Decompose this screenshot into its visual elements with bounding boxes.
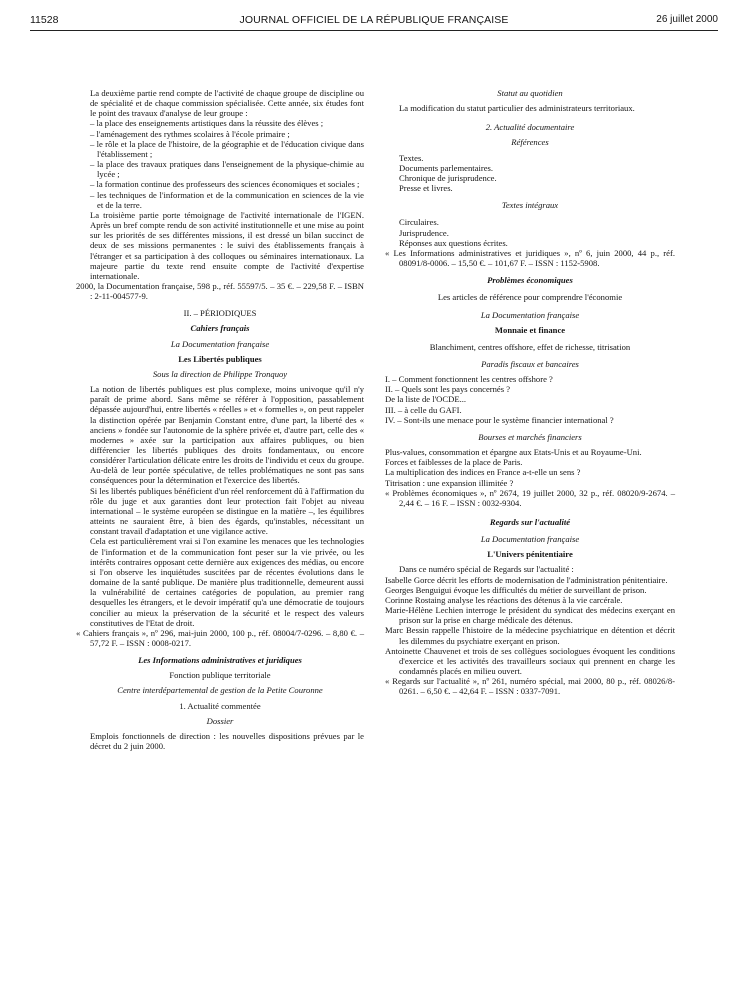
subsection-title: Dossier: [206, 715, 234, 726]
article-paragraph: Cela est particulièrement vrai si l'on examine les menaces que les technologies de l'information et de la communication font peser sur la vie privée, ou les intérêts contraires opposant cette dernière aux exigences des médias, ou encore si l'on observe les inquiétudes suscitées par de récentes évolutions dans le domaine de la santé publique. De manière plus traditionnelle, demeurent aussi la vulnérabilité de certaines catégories de population, au premier rang desquelles les étrangers, et le devoir impératif qu'a une démocratie de toujours concilier au mieux la préservation de la sécurité et le respect des valeurs constitutives de l'Etat de droit.: [90, 536, 364, 628]
issue-intro: Dans ce numéro spécial de Regards sur l'actualité :: [399, 564, 574, 575]
dossier-text: Emplois fonctionnels de direction : les nouvelles dispositions prévues par le décret du 2 juin 2000.: [90, 730, 364, 752]
subsection-title: Fonction publique territoriale: [169, 670, 271, 681]
page-number: 11528: [30, 14, 59, 26]
issue-title: Les Libertés publiques: [178, 353, 262, 364]
list-item: I. – Comment fonctionnent les centres offshore ?: [385, 374, 553, 385]
study-item: – la place des travaux pratiques dans l'enseignement de la physique-chimie au lycée ;: [90, 159, 364, 180]
list-item: Chronique de jurisprudence.: [399, 172, 497, 183]
subsection-title: 1. Actualité commentée: [179, 700, 261, 711]
publisher-name: La Documentation française: [170, 338, 270, 349]
statut-text: La modification du statut particulier des administrateurs territoriaux.: [399, 103, 635, 114]
publisher-name: La Documentation française: [480, 309, 580, 320]
issue-subtitle: Blanchiment, centres offshore, effet de richesse, titrisation: [429, 341, 631, 352]
subsection-title: Bourses et marchés financiers: [478, 431, 582, 442]
contributor-item: Marc Bessin rappelle l'histoire de la médecine psychiatrique en détention et décrit les dilemmes du psychiatre exerçant en prison.: [385, 625, 675, 646]
study-item: – la formation continue des professeurs des sciences économiques et sociales ;: [90, 179, 360, 190]
intro-paragraph: La deuxième partie rend compte de l'activité de chaque groupe de discipline ou de spécialité et de chaque commission spécialisée. Cette année, six études font le point des travaux d'analyse de leur groupe :: [90, 88, 364, 119]
list-item: II. – Quels sont les pays concernés ?: [385, 384, 511, 395]
study-item: – le rôle et la place de l'histoire, de la géographie et de l'éducation civique dans l'établissement ;: [90, 138, 364, 159]
publisher-name: La Documentation française: [480, 534, 580, 545]
publication-date: 26 juillet 2000: [656, 14, 718, 25]
subsection-title: Paradis fiscaux et bancaires: [481, 358, 579, 369]
list-item: Réponses aux questions écrites.: [399, 237, 508, 248]
list-item: III. – à celle du GAFI.: [385, 404, 462, 415]
periodical-reference: « Les Informations administratives et juridiques », nº 6, juin 2000, 44 p., réf. 08091/8-0006. – 15,50 €. – 101,67 F. – ISSN : 1152-5908.: [385, 247, 675, 269]
left-column: [76, 88, 364, 751]
page-header: [30, 14, 718, 34]
organization-name: Centre interdépartemental de gestion de la Petite Couronne: [117, 685, 323, 696]
subsection-title: Statut au quotidien: [497, 88, 563, 98]
issue-editor: Sous la direction de Philippe Tronquoy: [152, 368, 288, 379]
journal-title: JOURNAL OFFICIEL DE LA RÉPUBLIQUE FRANÇAISE: [239, 14, 509, 26]
periodical-reference: « Problèmes économiques », nº 2674, 19 juillet 2000, 32 p., réf. 08020/9-2674. – 2,44 €. – 16 F. – ISSN : 0032-9304.: [385, 487, 675, 508]
book-reference: 2000, la Documentation française, 598 p., réf. 55597/5. – 35 €. – 229,58 F. – ISBN : 2-11-004577-9.: [76, 280, 364, 302]
list-item: Documents parlementaires.: [399, 162, 494, 173]
study-item: – les techniques de l'information et de la communication en sciences de la vie et de la terre.: [90, 189, 364, 210]
list-item: La multiplication des indices en France a-t-elle un sens ?: [385, 467, 581, 478]
tagline: Les articles de référence pour comprendre l'économie: [437, 292, 623, 303]
contributor-item: Isabelle Gorce décrit les efforts de modernisation de l'administration pénitentiaire.: [385, 574, 668, 585]
section-heading: II. – PÉRIODIQUES: [183, 308, 257, 319]
periodical-title: Cahiers français: [190, 323, 250, 334]
list-item: Circulaires.: [399, 217, 439, 228]
periodical-title: Les Informations administratives et juridiques: [138, 655, 302, 666]
periodical-reference: « Regards sur l'actualité », nº 261, numéro spécial, mai 2000, 80 p., réf. 08026/8-0261. – 6,50 €. – 42,64 F. – ISSN : 0337-7091.: [385, 676, 675, 697]
issue-title: Monnaie et finance: [494, 324, 566, 335]
third-part-paragraph: La troisième partie porte témoignage de l'activité internationale de l'IGEN. Après un bref compte rendu de son activité institutionnelle et une mise au point sur les priorités de ses différentes missions, il est dressé un bilan succinct de deux de ses missions permanentes : le suivi des établissements français à l'étranger et sa participation à des colloques ou séminaires internationaux. La majeure partie du texte rend ensuite compte de l'activité d'expertise internationale.: [90, 209, 364, 281]
list-item: De la liste de l'OCDE...: [385, 394, 467, 405]
contributor-item: Marie-Hélène Lechien interroge le président du syndicat des médecins exerçant en prison sur la prise en charge médicale des détenus.: [385, 605, 675, 626]
periodical-title: Regards sur l'actualité: [489, 517, 571, 527]
right-column: [385, 88, 675, 697]
study-item: – la place des enseignements artistiques dans la réussite des élèves ;: [90, 118, 324, 129]
list-item: Titrisation : une expansion illimitée ?: [385, 477, 514, 488]
list-item: Forces et faiblesses de la place de Paris.: [385, 457, 523, 468]
article-paragraph: La notion de libertés publiques est plus complexe, moins univoque qu'il n'y paraît de prime abord. Sans même se référer à l'opposition, passablement dépassée aujourd'hui, entre libertés « réelles » et « formelles », on peut rappeler la distinction opérée par Benjamin Constant entre, d'une part, la liberté des « anciens » fondée sur l'autonomie de la sphère privée et, d'autre part, celle des « modernes » axée sur la participation aux affaires publiques, ou bien différencier les libertés publiques des droits fondamentaux, ou encore considérer l'articulation délicate entre les droits de l'individu et ceux du groupe. Au-delà de leur portée spéculative, de telles problématiques ne sont pas sans conséquences pour la détermination et l'exercice des libertés.: [90, 384, 364, 486]
article-paragraph: Si les libertés publiques bénéficient d'un réel renforcement dû à l'affirmation du rôle du juge et aux garanties dont leur protection fait l'objet au niveau international – le système européen se distingue en la matière –, les équilibres atteints ne sauraient être, à bien des égards, qu'instables, nécessitant un constant travail d'adaptation et une vigilance active.: [90, 485, 364, 537]
periodical-title: Problèmes économiques: [487, 275, 573, 286]
list-item: Jurisprudence.: [399, 227, 449, 238]
subsection-title: Textes intégraux: [501, 200, 559, 211]
list-item: Textes.: [399, 152, 424, 163]
contributor-item: Antoinette Chauvenet et trois de ses collègues sociologues évoquent les conditions d'exercice et les activités des travailleurs sociaux qui prennent en charge les condamnés placés en milieu ouvert.: [385, 645, 675, 677]
contributor-item: Corinne Rostaing analyse les réactions des détenus à la vie carcérale.: [385, 594, 623, 605]
subsection-title: Références: [511, 137, 549, 148]
contributor-item: Georges Benguigui évoque les difficultés du métier de surveillant de prison.: [385, 584, 647, 595]
periodical-reference: « Cahiers français », nº 296, mai-juin 2000, 100 p., réf. 08004/7-0296. – 8,80 €. – 57,72 F. – ISSN : 0008-0217.: [76, 627, 364, 648]
issue-title: L'Univers pénitentiaire: [487, 549, 573, 560]
list-item: Plus-values, consommation et épargne aux Etats-Unis et au Royaume-Uni.: [385, 447, 642, 458]
subsection-title: 2. Actualité documentaire: [485, 122, 575, 133]
header-rule: [30, 30, 718, 31]
list-item: Presse et livres.: [399, 183, 453, 194]
study-item: – l'aménagement des rythmes scolaires à l'école primaire ;: [90, 128, 290, 139]
list-item: IV. – Sont-ils une menace pour le système financier international ?: [385, 414, 614, 425]
